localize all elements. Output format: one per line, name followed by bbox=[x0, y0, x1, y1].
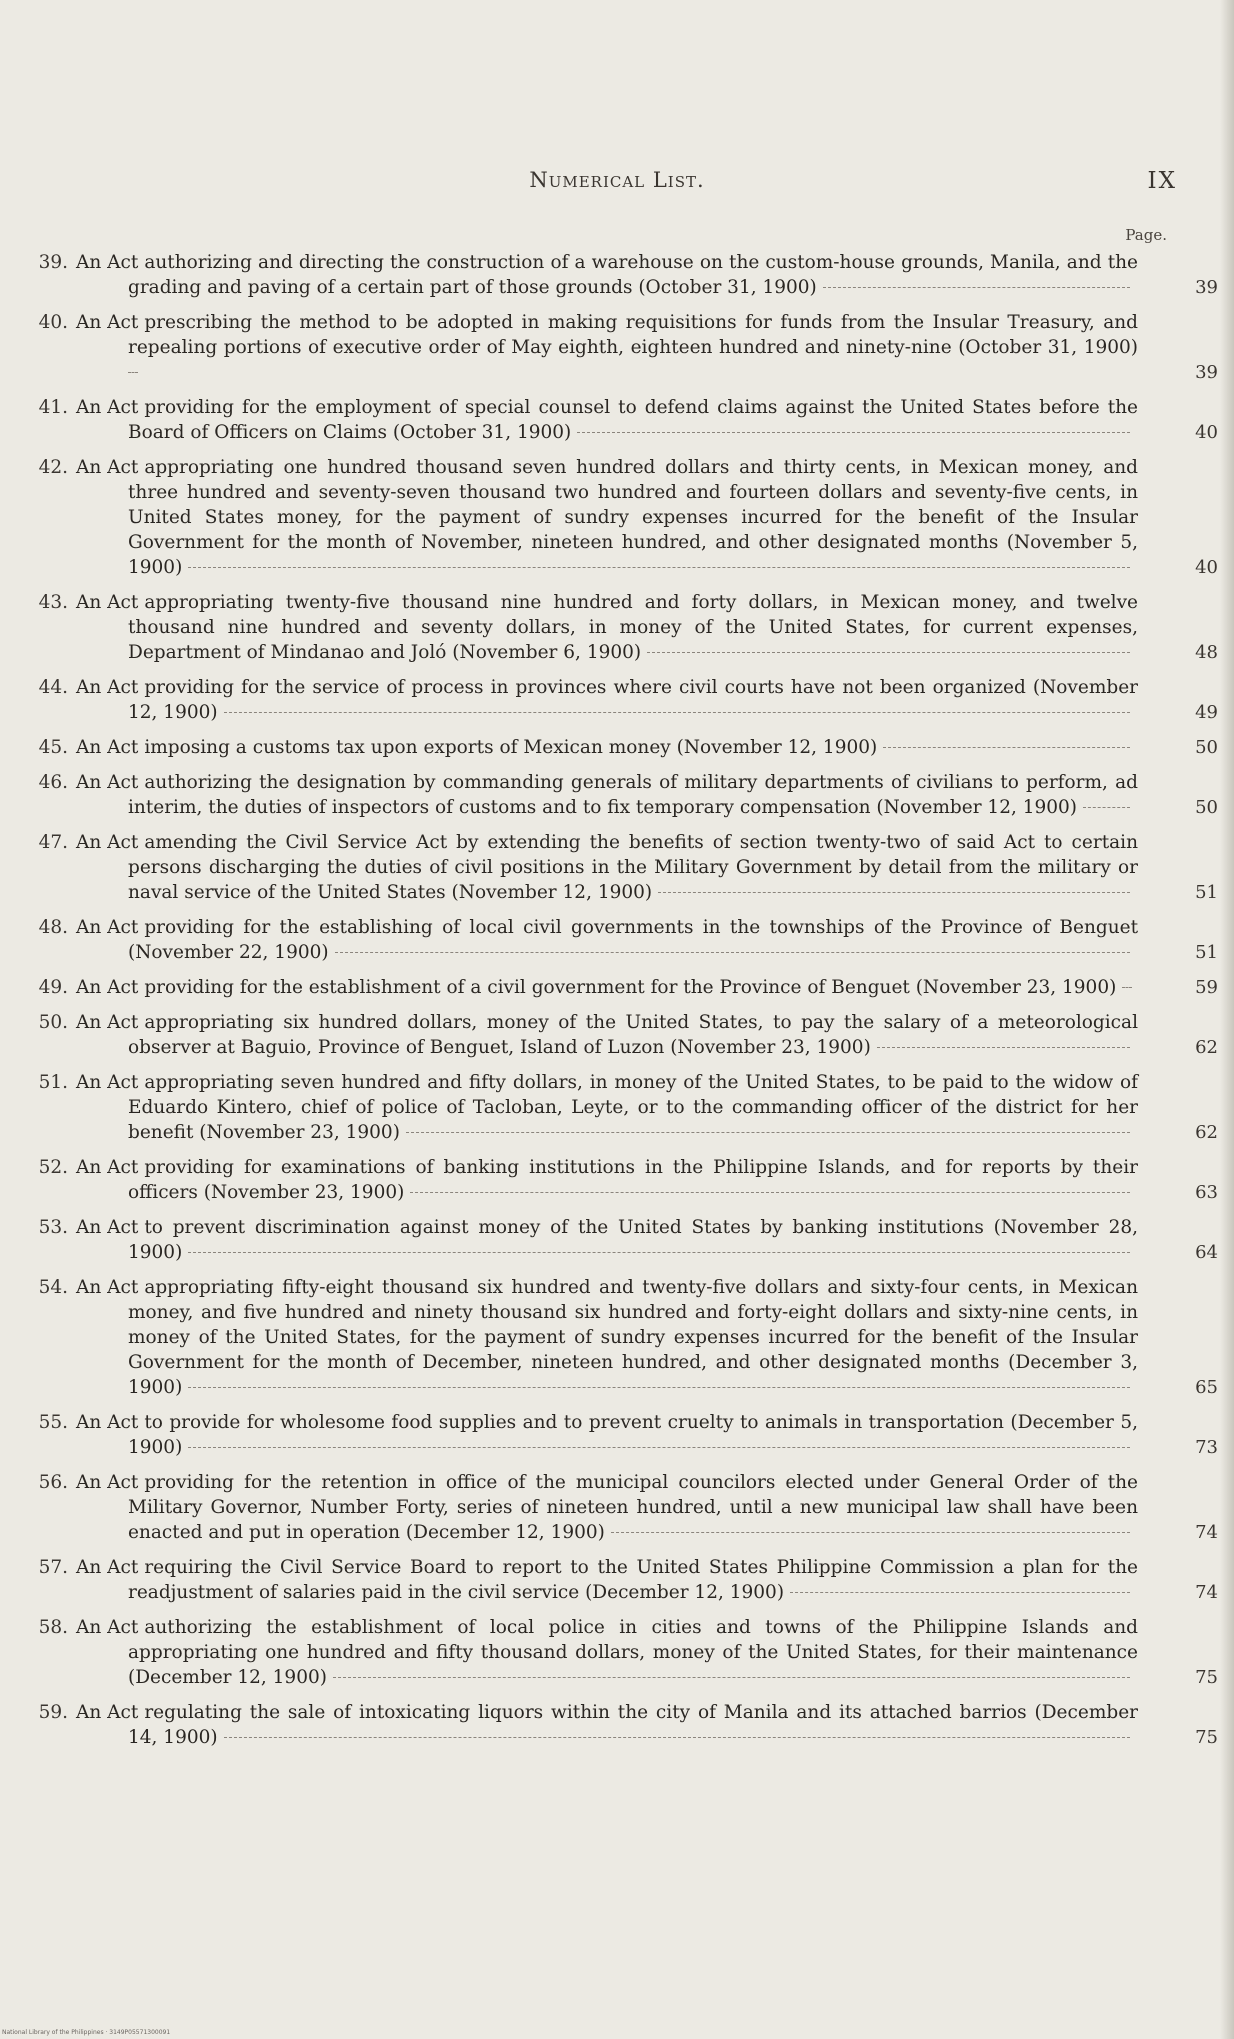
act-lead: An Act bbox=[76, 772, 139, 793]
act-title bbox=[128, 1470, 1138, 1545]
act-title bbox=[128, 1615, 1138, 1690]
list-item bbox=[28, 1070, 1218, 1145]
act-title bbox=[128, 915, 1138, 965]
dot-leader bbox=[577, 432, 1130, 433]
act-title bbox=[128, 395, 1138, 445]
act-number: 59. bbox=[38, 1702, 68, 1723]
running-title: Numerical List. bbox=[529, 168, 705, 192]
act-lead: An Act bbox=[76, 457, 139, 478]
act-lead: An Act bbox=[76, 977, 139, 998]
act-number: 49. bbox=[38, 977, 68, 998]
act-title-text: providing for the service of process in provinces where civil courts have not been organized (November 12, 1900) bbox=[128, 677, 1138, 723]
act-number: 47. bbox=[38, 832, 68, 853]
act-lead: An Act bbox=[76, 1472, 139, 1493]
list-item bbox=[28, 1155, 1218, 1205]
dot-leader bbox=[333, 1677, 1130, 1678]
page-number: 75 bbox=[1195, 1667, 1218, 1688]
act-title-text: appropriating one hundred thousand seven hundred dollars and thirty cents, in Mexican money, and three hundred and seventy-seven thousand two hundred and fourteen dollars and seventy-five cents, in United States money, for the payment of sundry expenses incurred for the benefit of the Insular Government for the month of November, nineteen hundred, and other designated months (November 5, 1900) bbox=[128, 457, 1138, 578]
page-number: 49 bbox=[1195, 702, 1218, 723]
dot-leader bbox=[410, 1192, 1130, 1193]
act-title bbox=[128, 975, 1138, 1000]
act-number: 45. bbox=[38, 737, 68, 758]
dot-leader bbox=[647, 652, 1130, 653]
act-lead: An Act bbox=[76, 397, 139, 418]
page-number: 50 bbox=[1195, 737, 1218, 758]
act-title-text: appropriating fifty-eight thousand six hundred and twenty-five dollars and sixty-four cents, in Mexican money, and five hundred and ninety thousand six hundred and forty-eight dollars and sixty-nine cents, in money of the United States, for the payment of sundry expenses incurred for the benefit of the Insular Government for the month of December, nineteen hundred, and other designated months (December 3, 1900) bbox=[128, 1277, 1138, 1398]
list-item bbox=[28, 395, 1218, 445]
act-lead: An Act bbox=[76, 1702, 139, 1723]
act-title bbox=[128, 830, 1138, 905]
page-number: 48 bbox=[1195, 642, 1218, 663]
act-title bbox=[128, 1215, 1138, 1265]
act-number: 52. bbox=[38, 1157, 68, 1178]
act-title bbox=[128, 455, 1138, 580]
page-edge-shadow bbox=[1220, 0, 1234, 2039]
list-item bbox=[28, 310, 1218, 385]
act-lead: An Act bbox=[76, 917, 139, 938]
dot-leader bbox=[658, 892, 1130, 893]
act-number: 46. bbox=[38, 772, 68, 793]
page-number: 50 bbox=[1195, 797, 1218, 818]
act-lead: An Act bbox=[76, 1617, 139, 1638]
act-number: 43. bbox=[38, 592, 68, 613]
act-title-text: providing for the retention in office of the municipal councilors elected under General Order of the Military Governor, Number Forty, series of nineteen hundred, until a new municipal law shall have been enacted and put in operation (December 12, 1900) bbox=[128, 1472, 1138, 1543]
act-title-text: amending the Civil Service Act by extending the benefits of section twenty-two of said Act to certain persons discharging the duties of civil positions in the Military Government by detail from the military or naval service of the United States (November 12, 1900) bbox=[128, 832, 1138, 903]
act-title-text: providing for the establishing of local civil governments in the townships of the Province of Benguet (November 22, 1900) bbox=[128, 917, 1138, 963]
list-item bbox=[28, 1470, 1218, 1545]
list-item bbox=[28, 735, 1218, 760]
list-item bbox=[28, 590, 1218, 665]
dot-leader bbox=[188, 1252, 1130, 1253]
numerical-list bbox=[28, 250, 1218, 1760]
list-item bbox=[28, 675, 1218, 725]
page-number: 74 bbox=[1195, 1582, 1218, 1603]
act-lead: An Act bbox=[76, 312, 139, 333]
act-title bbox=[128, 1070, 1138, 1145]
act-title-text: regulating the sale of intoxicating liquors within the city of Manila and its attached barrios (December 14, 1900) bbox=[128, 1702, 1138, 1748]
act-title-text: to prevent discrimination against money of the United States by banking institutions (November 28, 1900) bbox=[128, 1217, 1138, 1263]
dot-leader bbox=[1083, 807, 1130, 808]
page-number: 39 bbox=[1195, 362, 1218, 383]
page-number: 40 bbox=[1195, 422, 1218, 443]
act-number: 50. bbox=[38, 1012, 68, 1033]
act-title-text: authorizing the establishment of local police in cities and towns of the Philippine Islands and appropriating one hundred and fifty thousand dollars, money of the United States, for their maintenance (December 12, 1900) bbox=[128, 1617, 1138, 1688]
page-number: 74 bbox=[1195, 1522, 1218, 1543]
page-number: 51 bbox=[1195, 882, 1218, 903]
page-folio: IX bbox=[1147, 168, 1177, 194]
list-item bbox=[28, 830, 1218, 905]
dot-leader bbox=[188, 567, 1130, 568]
act-number: 55. bbox=[38, 1412, 68, 1433]
act-title bbox=[128, 1555, 1138, 1605]
page-number: 62 bbox=[1195, 1037, 1218, 1058]
act-title-text: prescribing the method to be adopted in making requisitions for funds from the Insular Treasury, and repealing portions of executive order of May eighth, eighteen hundred and ninety-nine (October 31, 1900) bbox=[128, 312, 1138, 358]
dot-leader bbox=[224, 712, 1131, 713]
act-title-text: appropriating twenty-five thousand nine hundred and forty dollars, in Mexican money, and twelve thousand nine hundred and seventy dollars, in money of the United States, for current expenses, Department of Mindanao and Joló (November 6, 1900) bbox=[128, 592, 1138, 663]
act-number: 57. bbox=[38, 1557, 68, 1578]
list-item bbox=[28, 770, 1218, 820]
act-title-text: to provide for wholesome food supplies and to prevent cruelty to animals in transportation (December 5, 1900) bbox=[128, 1412, 1138, 1458]
act-number: 42. bbox=[38, 457, 68, 478]
act-number: 44. bbox=[38, 677, 68, 698]
act-number: 40. bbox=[38, 312, 68, 333]
list-item bbox=[28, 1215, 1218, 1265]
act-number: 51. bbox=[38, 1072, 68, 1093]
act-title bbox=[128, 250, 1138, 300]
act-title-text: imposing a customs tax upon exports of Mexican money (November 12, 1900) bbox=[144, 737, 878, 758]
dot-leader bbox=[877, 1047, 1130, 1048]
act-title bbox=[128, 310, 1138, 385]
act-number: 39. bbox=[38, 252, 68, 273]
act-title bbox=[128, 590, 1138, 665]
page-number: 62 bbox=[1195, 1122, 1218, 1143]
list-item bbox=[28, 250, 1218, 300]
act-title-text: requiring the Civil Service Board to report to the United States Philippine Commission a plan for the readjustment of salaries paid in the civil service (December 12, 1900) bbox=[128, 1557, 1138, 1603]
act-number: 53. bbox=[38, 1217, 68, 1238]
act-lead: An Act bbox=[76, 1277, 139, 1298]
dot-leader bbox=[406, 1132, 1130, 1133]
act-title bbox=[128, 735, 1138, 760]
act-title bbox=[128, 1700, 1138, 1750]
list-item bbox=[28, 1410, 1218, 1460]
page-number: 75 bbox=[1195, 1727, 1218, 1748]
list-item bbox=[28, 1700, 1218, 1750]
act-number: 48. bbox=[38, 917, 68, 938]
list-item bbox=[28, 915, 1218, 965]
list-item bbox=[28, 975, 1218, 1000]
page-number: 39 bbox=[1195, 277, 1218, 298]
act-lead: An Act bbox=[76, 737, 139, 758]
dot-leader bbox=[335, 952, 1131, 953]
act-lead: An Act bbox=[76, 677, 139, 698]
act-lead: An Act bbox=[76, 252, 139, 273]
dot-leader bbox=[188, 1447, 1130, 1448]
act-title-text: appropriating six hundred dollars, money of the United States, to pay the salary of a meteorological observer at Baguio, Province of Benguet, Island of Luzon (November 23, 1900) bbox=[128, 1012, 1138, 1058]
list-item bbox=[28, 1615, 1218, 1690]
list-item bbox=[28, 455, 1218, 580]
page-number: 65 bbox=[1195, 1377, 1218, 1398]
act-title-text: appropriating seven hundred and fifty dollars, in money of the United States, to be paid to the widow of Eduardo Kintero, chief of police of Tacloban, Leyte, or to the commanding officer of the district for her benefit (November 23, 1900) bbox=[128, 1072, 1138, 1143]
list-item bbox=[28, 1275, 1218, 1400]
act-lead: An Act bbox=[76, 1157, 139, 1178]
dot-leader bbox=[790, 1592, 1130, 1593]
dot-leader bbox=[188, 1387, 1130, 1388]
page-number: 64 bbox=[1195, 1242, 1218, 1263]
page-column-label: Page. bbox=[1125, 226, 1167, 244]
page-number: 73 bbox=[1195, 1437, 1218, 1458]
page-number: 63 bbox=[1195, 1182, 1218, 1203]
act-lead: An Act bbox=[76, 1412, 139, 1433]
act-title-text: authorizing the designation by commanding generals of military departments of civilians to perform, ad interim, the duties of inspectors of customs and to fix temporary compensation (November 12, 1900) bbox=[128, 772, 1138, 818]
dot-leader bbox=[224, 1737, 1131, 1738]
list-item bbox=[28, 1555, 1218, 1605]
dot-leader bbox=[823, 287, 1130, 288]
act-number: 54. bbox=[38, 1277, 68, 1298]
act-title bbox=[128, 1010, 1138, 1060]
page-number: 59 bbox=[1195, 977, 1218, 998]
act-lead: An Act bbox=[76, 592, 139, 613]
dot-leader bbox=[128, 372, 138, 373]
act-number: 41. bbox=[38, 397, 68, 418]
page-number: 51 bbox=[1195, 942, 1218, 963]
act-title bbox=[128, 1410, 1138, 1460]
act-lead: An Act bbox=[76, 1072, 139, 1093]
act-lead: An Act bbox=[76, 1557, 139, 1578]
dot-leader bbox=[1122, 987, 1132, 988]
act-title bbox=[128, 1155, 1138, 1205]
dot-leader bbox=[611, 1532, 1130, 1533]
act-title-text: authorizing and directing the construction of a warehouse on the custom-house grounds, Manila, and the grading and paving of a certain part of those grounds (October 31, 1900) bbox=[128, 252, 1138, 298]
act-title-text: providing for examinations of banking institutions in the Philippine Islands, and for reports by their officers (November 23, 1900) bbox=[128, 1157, 1138, 1203]
act-title-text: providing for the establishment of a civil government for the Province of Benguet (November 23, 1900) bbox=[144, 977, 1117, 998]
footer-scan-mark: National Library of the Philippines · 3149P05571300091 bbox=[2, 2029, 171, 2036]
act-title bbox=[128, 675, 1138, 725]
page-number: 40 bbox=[1195, 557, 1218, 578]
dot-leader bbox=[883, 747, 1130, 748]
act-lead: An Act bbox=[76, 832, 139, 853]
page-header bbox=[0, 168, 1234, 208]
act-title bbox=[128, 770, 1138, 820]
act-title bbox=[128, 1275, 1138, 1400]
act-title-text: providing for the employment of special counsel to defend claims against the United States before the Board of Officers on Claims (October 31, 1900) bbox=[128, 397, 1138, 443]
act-lead: An Act bbox=[76, 1012, 139, 1033]
list-item bbox=[28, 1010, 1218, 1060]
act-number: 58. bbox=[38, 1617, 68, 1638]
act-number: 56. bbox=[38, 1472, 68, 1493]
act-lead: An Act bbox=[76, 1217, 139, 1238]
